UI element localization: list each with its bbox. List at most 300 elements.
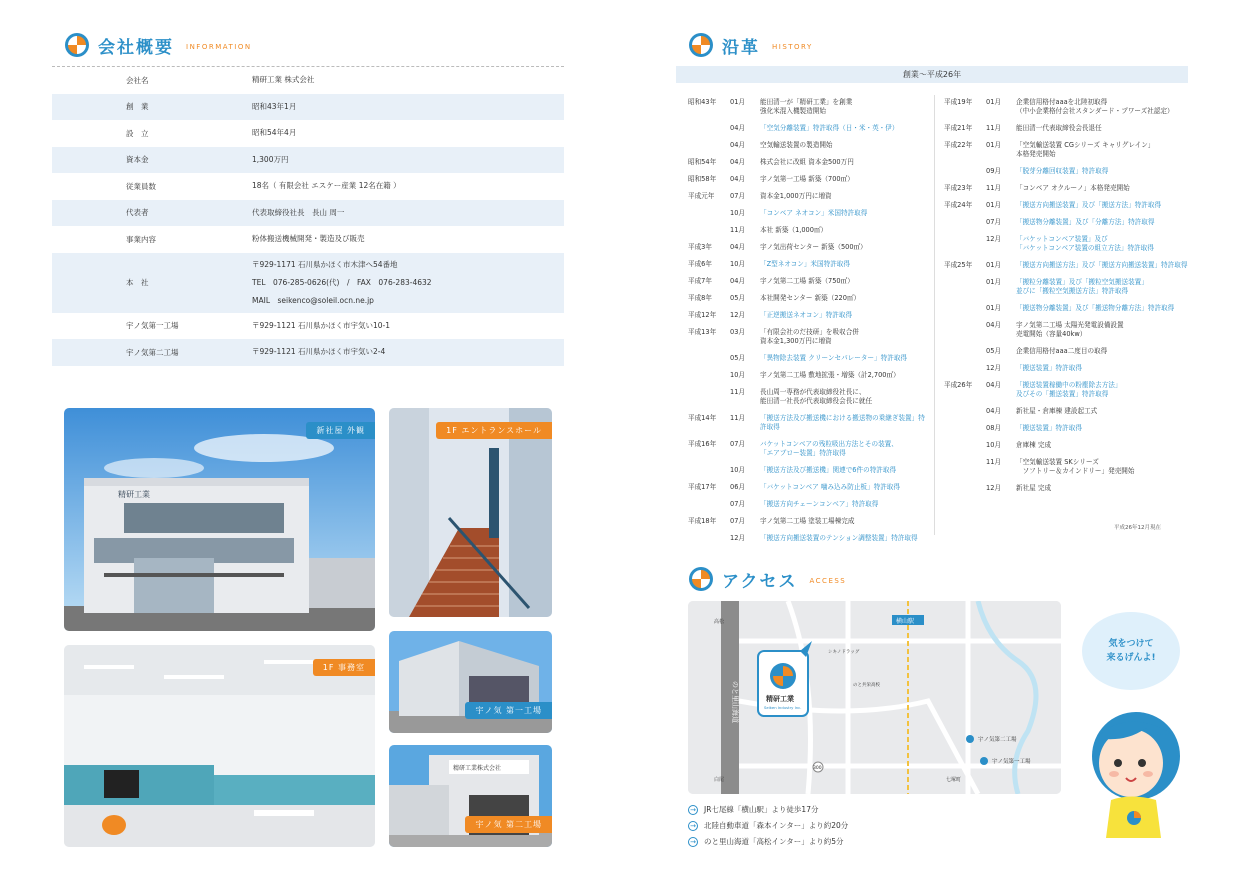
map-shop: シキノドラッグ xyxy=(828,650,860,655)
info-value-line: 昭和43年1月 xyxy=(252,101,297,111)
history-month: 04月 xyxy=(730,141,745,149)
history-desc-line: 「異物除去装置 クリーンセパレーター」特許取得 xyxy=(760,354,908,362)
history-month: 11月 xyxy=(986,124,1001,132)
history-desc xyxy=(1016,167,1188,176)
history-era: 平成17年 xyxy=(688,483,717,491)
history-desc-line: （中小企業格付会社スタンダード・プワーズ社認定） xyxy=(1016,107,1174,115)
info-value xyxy=(252,71,564,89)
history-desc-line: 「搬送方向チェーンコンベア」特許取得 xyxy=(760,500,879,508)
history-desc-line: 「搬送方向搬送方法」及び「搬送方向搬送装置」特許取得 xyxy=(1016,261,1188,269)
direction-text-2: 北陸自動車道「森本インター」より約20分 xyxy=(704,821,849,830)
history-era xyxy=(944,424,986,433)
history-desc xyxy=(1016,218,1188,227)
history-entry xyxy=(688,371,928,380)
history-era: 平成12年 xyxy=(688,311,717,319)
history-entry xyxy=(944,167,1188,176)
history-month: 01月 xyxy=(986,141,1001,149)
history-entry xyxy=(688,354,928,363)
history-month: 07月 xyxy=(730,192,745,200)
history-right-column xyxy=(944,98,1188,501)
history-month: 12月 xyxy=(986,235,1001,243)
speech-bubble xyxy=(1082,612,1180,690)
arrow-right-icon: → xyxy=(688,837,698,847)
history-entry xyxy=(688,226,928,235)
history-desc-line: 「エアブロー装置」特許取得 xyxy=(760,449,846,457)
history-entry xyxy=(944,278,1188,296)
info-row xyxy=(52,313,564,340)
history-month: 07月 xyxy=(730,440,745,448)
history-entry xyxy=(944,184,1188,193)
history-desc-line: 及びその「搬送装置」特許取得 xyxy=(1016,390,1109,398)
history-desc xyxy=(1016,278,1188,296)
history-era xyxy=(944,364,986,373)
info-label: 創 業 xyxy=(126,102,149,112)
mascot-character xyxy=(1086,708,1186,848)
history-desc-line: 「搬送物分離装置」及び「搬送物分離方法」特許取得 xyxy=(1016,304,1175,312)
history-desc-line: 宇ノ気第二工場 新築（750㎡） xyxy=(760,277,854,285)
history-month: 07月 xyxy=(730,500,745,508)
info-label: 資本金 xyxy=(126,155,149,165)
history-entry xyxy=(944,201,1188,210)
history-desc-line: 企業信用格付aaa二度目の取得 xyxy=(1016,347,1108,355)
bubble-line-2: 来るげんよ! xyxy=(1106,653,1156,663)
access-heading-en: ACCESS xyxy=(809,577,847,585)
history-desc xyxy=(760,294,928,303)
history-desc-line: 「空気輸送装置 SKシリーズ xyxy=(1016,458,1099,466)
info-value-line: TEL 076-285-0626(代) / FAX 076-283-4632 xyxy=(252,277,432,287)
history-month: 10月 xyxy=(730,371,745,379)
photo-factory2-tag: 宇ノ気 第二工場 xyxy=(465,816,552,833)
history-desc xyxy=(760,388,928,406)
history-era: 平成24年 xyxy=(944,201,973,209)
history-desc xyxy=(1016,364,1188,373)
history-desc xyxy=(760,440,928,458)
bubble-line-1: 気をつけて xyxy=(1108,639,1154,649)
access-section-header xyxy=(688,566,846,592)
info-value xyxy=(252,124,564,142)
info-value-line: 1,300万円 xyxy=(252,154,289,164)
history-month: 04月 xyxy=(730,158,745,166)
history-month: 01月 xyxy=(986,278,1001,286)
history-entry xyxy=(944,261,1188,270)
history-desc xyxy=(760,517,928,526)
history-desc-line: 企業信用格付aaaを北陸初取得 xyxy=(1016,98,1108,106)
history-desc-line: 「バケットコンベア 噛み込み防止板」特許取得 xyxy=(760,483,900,491)
map-factory2: 宇ノ気第二工場 xyxy=(978,737,1017,743)
history-desc xyxy=(760,158,928,167)
history-desc-line: 能田清一代表取締役会長退任 xyxy=(1016,124,1102,132)
history-month: 01月 xyxy=(986,304,1001,312)
history-desc-line: 本社開発センター 新築（220㎡） xyxy=(760,294,861,302)
history-entry xyxy=(944,458,1188,476)
history-desc xyxy=(1016,98,1188,116)
building-exterior-illustration xyxy=(64,408,375,631)
photo-exterior xyxy=(64,408,375,631)
history-month: 11月 xyxy=(986,458,1001,466)
map-factory1: 宇ノ気第一工場 xyxy=(992,759,1031,765)
history-desc-line: 「搬送方向搬送装置」及び「搬送方法」特許取得 xyxy=(1016,201,1162,209)
arrow-right-icon: → xyxy=(688,805,698,815)
history-era: 昭和54年 xyxy=(688,158,717,166)
history-desc-line: 空気輸送装置の製造開始 xyxy=(760,141,833,149)
history-desc-line: 並びに「搬粒空気搬送方法」特許取得 xyxy=(1016,287,1129,295)
history-era: 昭和43年 xyxy=(688,98,717,106)
entrance-illustration xyxy=(389,408,552,617)
info-row xyxy=(52,94,564,121)
history-desc-line: 強化米混入機製造開始 xyxy=(760,107,826,115)
history-era: 平成7年 xyxy=(688,277,712,285)
history-era xyxy=(688,226,730,235)
history-era xyxy=(944,304,986,313)
history-month: 10月 xyxy=(730,209,745,217)
history-month: 04月 xyxy=(986,381,1001,389)
history-month: 05月 xyxy=(730,354,745,362)
history-desc xyxy=(1016,407,1188,416)
history-era: 平成元年 xyxy=(688,192,715,200)
info-row xyxy=(52,226,564,253)
photo-exterior-tag: 新社屋 外観 xyxy=(306,422,375,439)
info-row xyxy=(52,339,564,366)
history-desc xyxy=(1016,261,1188,270)
history-era: 平成3年 xyxy=(688,243,712,251)
factory2-sign-text: 精研工業株式会社 xyxy=(453,765,502,772)
history-era: 昭和58年 xyxy=(688,175,717,183)
info-value xyxy=(252,230,564,248)
history-desc-line: 「脱芽分離回収装置」特許取得 xyxy=(1016,167,1109,175)
history-month: 07月 xyxy=(986,218,1001,226)
history-era: 平成14年 xyxy=(688,414,717,422)
history-month: 04月 xyxy=(730,124,745,132)
map-company-en: Seiken Industry Inc. xyxy=(764,705,802,710)
history-month: 09月 xyxy=(986,167,1001,175)
history-desc xyxy=(760,98,928,116)
map-illustration xyxy=(688,601,1061,794)
arrow-right-icon: → xyxy=(688,821,698,831)
info-value-line: 〒929-1171 石川県かほく市木津へ54番地 xyxy=(252,259,398,269)
history-desc xyxy=(760,243,928,252)
history-era xyxy=(944,278,986,296)
history-desc xyxy=(760,354,928,363)
history-era: 平成6年 xyxy=(688,260,712,268)
history-entry xyxy=(688,440,928,458)
info-row xyxy=(52,253,564,313)
history-entry xyxy=(944,304,1188,313)
info-value xyxy=(252,256,564,310)
map-station: 横山駅 xyxy=(896,618,915,625)
info-value xyxy=(252,343,564,361)
history-month: 04月 xyxy=(730,175,745,183)
history-era xyxy=(688,124,730,133)
history-entry xyxy=(944,98,1188,116)
history-era xyxy=(944,458,986,476)
history-entry xyxy=(688,534,928,543)
history-month: 11月 xyxy=(730,226,745,234)
info-row xyxy=(52,147,564,174)
company-heading: 会社概要 xyxy=(98,37,174,58)
history-desc-line: 宇ノ気第二工場 塗装工場棟完成 xyxy=(760,517,855,525)
history-desc xyxy=(760,371,928,380)
photo-factory2 xyxy=(389,745,552,847)
history-desc-line: 「コンベア ネオコン」米国特許取得 xyxy=(760,209,868,217)
history-period-bar: 創業～平成26年 xyxy=(676,66,1188,83)
history-desc-line: 「有限会社のだ技研」を吸収合併 xyxy=(760,328,859,336)
history-month: 01月 xyxy=(986,201,1001,209)
history-era: 平成16年 xyxy=(688,440,717,448)
direction-item-1 xyxy=(688,804,818,815)
history-desc-line: 「空気分離装置」特許取得（日・米・英・伊） xyxy=(760,124,899,132)
history-month: 04月 xyxy=(986,407,1001,415)
map-road-name: のと里山海道 xyxy=(731,681,739,723)
direction-text-1: JR七尾線「横山駅」より徒歩17分 xyxy=(704,805,819,814)
history-entry xyxy=(688,175,928,184)
history-era xyxy=(688,466,730,475)
photo-factory1-tag: 宇ノ気 第一工場 xyxy=(465,702,552,719)
history-desc xyxy=(1016,441,1188,450)
history-era: 平成18年 xyxy=(688,517,717,525)
history-era: 平成21年 xyxy=(944,124,973,132)
history-entry xyxy=(688,277,928,286)
history-desc-line: 「正逆搬送ネオコン」特許取得 xyxy=(760,311,853,319)
info-value xyxy=(252,204,564,222)
history-desc-line: 宇ノ気出荷センター 新築（500㎡） xyxy=(760,243,867,251)
map-company-name: 精研工業 xyxy=(766,695,794,703)
history-desc xyxy=(1016,141,1188,159)
history-desc-line: 「バケットコンベア装置」及び xyxy=(1016,235,1108,243)
history-era: 平成26年 xyxy=(944,381,973,389)
history-entry xyxy=(688,294,928,303)
info-value xyxy=(252,177,564,195)
photo-office xyxy=(64,645,375,847)
history-entry xyxy=(944,381,1188,399)
history-era xyxy=(688,371,730,380)
photo-entrance-tag: 1F エントランスホール xyxy=(436,422,552,439)
info-label: 従業員数 xyxy=(126,181,156,191)
history-desc xyxy=(1016,424,1188,433)
history-era xyxy=(944,347,986,356)
history-desc-line: 「Z型ネオコン」米国特許取得 xyxy=(760,260,850,268)
history-month: 04月 xyxy=(730,277,745,285)
history-desc-line: 本社 新築（1,000㎡） xyxy=(760,226,828,234)
info-value-line: 昭和54年4月 xyxy=(252,128,297,138)
direction-item-2 xyxy=(688,820,848,831)
photo-factory1 xyxy=(389,631,552,733)
history-entry xyxy=(688,517,928,526)
history-entry xyxy=(688,260,928,269)
history-month: 11月 xyxy=(986,184,1001,192)
history-era xyxy=(944,407,986,416)
history-era xyxy=(688,141,730,150)
history-desc xyxy=(1016,484,1188,493)
history-desc-line: 宇ノ気第二工場 太陽光発電設備設置 xyxy=(1016,321,1124,329)
info-value xyxy=(252,151,564,169)
info-value-line: 精研工業 株式会社 xyxy=(252,75,315,85)
direction-text-3: のと里山海道「高松インター」より約5分 xyxy=(704,837,844,846)
history-entry xyxy=(688,311,928,320)
history-month: 05月 xyxy=(730,294,745,302)
history-entry xyxy=(688,328,928,346)
history-desc xyxy=(760,534,928,543)
history-entry xyxy=(688,483,928,492)
info-row xyxy=(52,200,564,227)
history-desc xyxy=(760,466,928,475)
info-value-line: 〒929-1121 石川県かほく市宇気い10-1 xyxy=(252,320,391,330)
history-desc xyxy=(760,277,928,286)
history-desc xyxy=(760,483,928,492)
history-desc-line: 「空気輸送装置 CGシリーズ キャリグレイン」 xyxy=(1016,141,1155,149)
history-desc-line: 株式会社に改組 資本金500万円 xyxy=(760,158,854,166)
history-month: 04月 xyxy=(730,243,745,251)
info-row xyxy=(52,67,564,94)
history-entry xyxy=(944,235,1188,253)
info-value xyxy=(252,317,564,335)
history-era xyxy=(944,441,986,450)
history-desc-line: 新社屋 完成 xyxy=(1016,484,1052,492)
info-row xyxy=(52,173,564,200)
history-desc-line: ソフトリー＆カインドリー」発売開始 xyxy=(1016,467,1135,475)
info-value xyxy=(252,98,564,116)
history-desc xyxy=(760,500,928,509)
history-desc-line: 資本金1,000万円に増資 xyxy=(760,192,832,200)
history-desc-line: 売電開始（容量40kw） xyxy=(1016,330,1087,338)
history-month: 06月 xyxy=(730,483,745,491)
history-entry xyxy=(944,321,1188,339)
history-era: 平成8年 xyxy=(688,294,712,302)
history-desc xyxy=(760,260,928,269)
history-era xyxy=(688,354,730,363)
info-label: 宇ノ気第一工場 xyxy=(126,321,179,331)
direction-item-3 xyxy=(688,836,843,847)
photo-office-tag: 1F 事務室 xyxy=(313,659,375,676)
map-school: のと共栄高校 xyxy=(853,683,880,688)
history-era xyxy=(944,321,986,339)
history-month: 03月 xyxy=(730,328,745,336)
info-label: 本 社 xyxy=(126,278,149,287)
history-era xyxy=(688,388,730,406)
history-entry xyxy=(944,364,1188,373)
info-value-line: 18名（ 有限会社 エスケー産業 12名在籍 ） xyxy=(252,181,401,191)
history-desc-line: 倉庫棟 完成 xyxy=(1016,441,1052,449)
history-entry xyxy=(944,407,1188,416)
history-month: 12月 xyxy=(730,311,745,319)
history-desc xyxy=(1016,321,1188,339)
history-era: 平成19年 xyxy=(944,98,973,106)
history-desc-line: 宇ノ気第一工場 新築（700㎡） xyxy=(760,175,854,183)
history-desc-line: 「バケットコンベア装置の組立方法」特許取得 xyxy=(1016,244,1154,252)
history-era: 平成22年 xyxy=(944,141,973,149)
history-entry xyxy=(944,424,1188,433)
history-entry xyxy=(944,218,1188,227)
history-era: 平成23年 xyxy=(944,184,973,192)
history-entry xyxy=(688,98,928,116)
history-desc-line: バケットコンベアの残粒吸出方法とその装置、 xyxy=(760,440,898,448)
history-desc xyxy=(760,209,928,218)
history-section-header xyxy=(688,32,813,58)
history-desc xyxy=(760,414,928,432)
history-desc xyxy=(1016,347,1188,356)
access-map xyxy=(688,601,1061,794)
history-desc-line: 「搬送方法及び搬送機における搬送物の乗継ぎ装置」特許取得 xyxy=(760,414,925,431)
history-entry xyxy=(688,192,928,201)
history-month: 01月 xyxy=(986,98,1001,106)
history-entry xyxy=(944,141,1188,159)
history-desc xyxy=(760,124,928,133)
history-month: 10月 xyxy=(730,466,745,474)
company-heading-en: INFORMATION xyxy=(186,43,252,51)
history-month: 01月 xyxy=(986,261,1001,269)
history-entry xyxy=(688,500,928,509)
history-month: 01月 xyxy=(730,98,745,106)
history-month: 07月 xyxy=(730,517,745,525)
info-label: 宇ノ気第二工場 xyxy=(126,347,179,357)
history-desc-line: 「搬送物分離装置」及び「分離方法」特許取得 xyxy=(1016,218,1155,226)
history-era xyxy=(688,534,730,543)
history-entry xyxy=(688,388,928,406)
history-month: 11月 xyxy=(730,388,745,396)
info-label: 事業内容 xyxy=(126,234,156,244)
info-value-line: 代表取締役社長 長山 周一 xyxy=(252,207,345,217)
history-desc-line: 能田清一が「精研工業」を創業 xyxy=(760,98,853,106)
info-row xyxy=(52,120,564,147)
history-entry xyxy=(944,124,1188,133)
history-desc xyxy=(760,192,928,201)
company-logo-icon xyxy=(64,32,90,58)
history-desc-line: 「搬送装置稼働中の粉塵除去方法」 xyxy=(1016,381,1122,389)
history-desc xyxy=(760,141,928,150)
history-era xyxy=(944,235,986,253)
info-value-line: 粉体搬送機械開発・製造及び販売 xyxy=(252,234,365,244)
history-month: 10月 xyxy=(986,441,1001,449)
history-desc xyxy=(1016,124,1188,133)
history-desc xyxy=(1016,381,1188,399)
info-label: 代表者 xyxy=(126,208,149,218)
history-desc xyxy=(1016,304,1188,313)
history-month: 08月 xyxy=(986,424,1001,432)
history-desc xyxy=(1016,458,1188,476)
history-era xyxy=(688,500,730,509)
history-month: 04月 xyxy=(986,321,1001,329)
history-entry xyxy=(688,466,928,475)
map-route: 300 xyxy=(813,766,822,771)
company-info-table xyxy=(52,66,564,366)
history-note: 平成26年12月現在 xyxy=(1114,525,1161,531)
history-entry xyxy=(688,124,928,133)
history-era xyxy=(944,218,986,227)
company-section-header xyxy=(64,32,252,58)
history-entry xyxy=(688,414,928,432)
info-value-line: MAIL seikenco@soleil.ocn.ne.jp xyxy=(252,295,374,305)
info-label: 会社名 xyxy=(126,75,149,85)
history-era xyxy=(944,167,986,176)
history-heading: 沿革 xyxy=(722,37,760,58)
history-era xyxy=(688,209,730,218)
history-month: 05月 xyxy=(986,347,1001,355)
history-era: 平成13年 xyxy=(688,328,717,336)
history-month: 10月 xyxy=(730,260,745,268)
history-desc xyxy=(760,175,928,184)
history-entry xyxy=(944,347,1188,356)
history-entry xyxy=(688,243,928,252)
access-heading: アクセス xyxy=(722,571,798,592)
history-entry xyxy=(688,158,928,167)
map-ic1: 高松 xyxy=(714,619,725,625)
history-desc-line: 本格発売開始 xyxy=(1016,150,1056,158)
history-era: 平成25年 xyxy=(944,261,973,269)
history-entry xyxy=(688,209,928,218)
history-divider xyxy=(934,95,935,535)
history-desc-line: 新社屋・倉庫棟 建設起工式 xyxy=(1016,407,1098,415)
history-month: 12月 xyxy=(986,364,1001,372)
history-desc-line: 「コンベア オクルーノ」本格発売開始 xyxy=(1016,184,1130,192)
